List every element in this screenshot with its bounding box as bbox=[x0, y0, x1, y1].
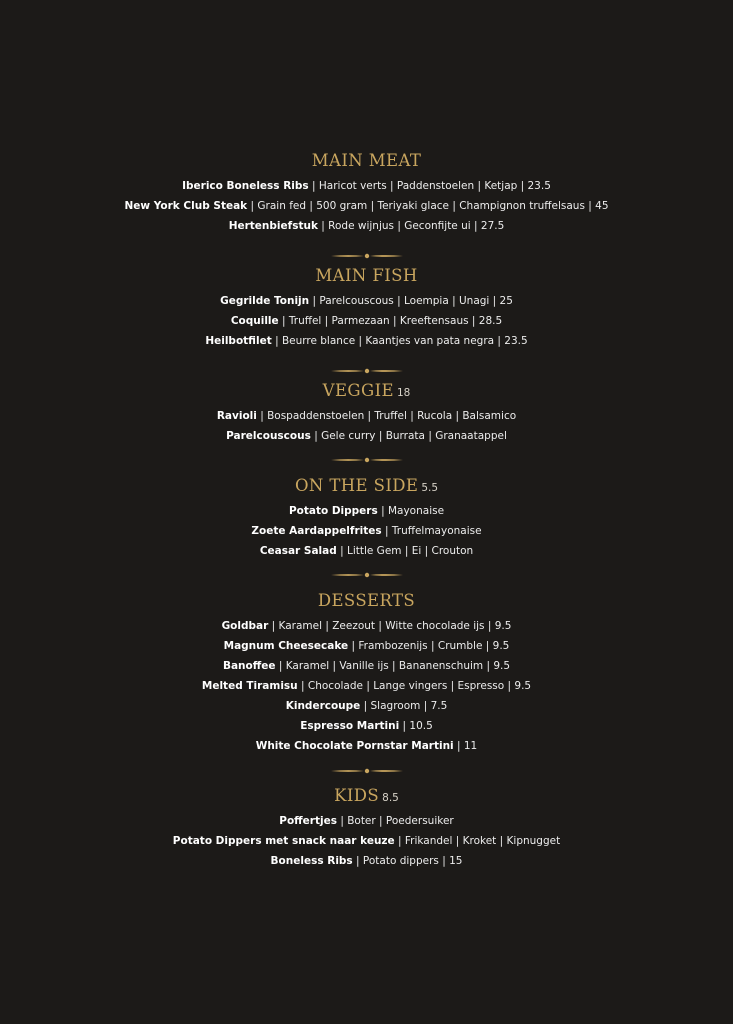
menu-item-name: Potato Dippers met snack naar keuze bbox=[172, 835, 395, 847]
menu-item-name: New York Club Steak bbox=[124, 200, 248, 212]
section-title: MAIN FISH bbox=[315, 266, 418, 285]
ornament-divider bbox=[0, 366, 733, 376]
menu-item-name: Hertenbiefstuk bbox=[228, 220, 318, 232]
menu-section bbox=[0, 148, 733, 236]
menu-section bbox=[0, 473, 733, 561]
menu-item-list bbox=[0, 291, 733, 351]
menu-item bbox=[0, 676, 733, 696]
menu-item bbox=[0, 501, 733, 521]
menu-item-name: Ceasar Salad bbox=[259, 545, 337, 557]
section-title: VEGGIE bbox=[322, 381, 394, 400]
menu-item-details: | Frambozenijs | Crumble | 9.5 bbox=[351, 640, 510, 652]
menu-item bbox=[0, 831, 733, 851]
menu-item-details: | Beurre blance | Kaantjes van pata negra | 23.5 bbox=[275, 335, 528, 347]
section-heading bbox=[0, 588, 733, 614]
ornament-divider bbox=[0, 766, 733, 776]
menu-item bbox=[0, 851, 733, 871]
menu-item-name: Kindercoupe bbox=[285, 700, 361, 712]
menu-item bbox=[0, 196, 733, 216]
section-heading bbox=[0, 783, 733, 809]
section-title: ON THE SIDE bbox=[294, 476, 419, 495]
menu-item-list bbox=[0, 406, 733, 446]
menu-item-name: Parelcouscous bbox=[226, 430, 311, 442]
menu-item-details: | 10.5 bbox=[402, 720, 433, 732]
menu-item-name: Magnum Cheesecake bbox=[223, 640, 349, 652]
menu-item-details: | 11 bbox=[457, 740, 478, 752]
section-title: DESSERTS bbox=[317, 591, 416, 610]
section-heading bbox=[0, 148, 733, 174]
menu-item-name: Banoffee bbox=[222, 660, 276, 672]
menu-item-name: Zoete Aardappelfrites bbox=[251, 525, 382, 537]
menu-item-name: White Chocolate Pornstar Martini bbox=[255, 740, 454, 752]
menu-item bbox=[0, 736, 733, 756]
menu-item-list bbox=[0, 501, 733, 561]
menu-section bbox=[0, 378, 733, 446]
ornament-divider-icon bbox=[329, 570, 405, 580]
ornament-divider-icon bbox=[329, 251, 405, 261]
menu-item bbox=[0, 656, 733, 676]
menu-item bbox=[0, 636, 733, 656]
menu-item-name: Potato Dippers bbox=[288, 505, 378, 517]
menu-item-details: | Rode wijnjus | Geconfijte ui | 27.5 bbox=[321, 220, 505, 232]
section-heading bbox=[0, 473, 733, 499]
menu-item-name: Gegrilde Tonijn bbox=[220, 295, 310, 307]
menu-item-name: Ravioli bbox=[216, 410, 257, 422]
ornament-divider bbox=[0, 570, 733, 580]
menu-item-details: | Truffelmayonaise bbox=[385, 525, 482, 537]
menu-item-details: | Grain fed | 500 gram | Teriyaki glace | Champignon truffelsaus | 45 bbox=[250, 200, 609, 212]
menu-item bbox=[0, 616, 733, 636]
ornament-divider-icon bbox=[329, 366, 405, 376]
menu-item-details: | Potato dippers | 15 bbox=[356, 855, 463, 867]
menu-item-name: Heilbotfilet bbox=[205, 335, 272, 347]
menu-item-details: | Karamel | Zeezout | Witte chocolade ijs | 9.5 bbox=[271, 620, 512, 632]
menu-item bbox=[0, 716, 733, 736]
menu-item-details: | Bospaddenstoelen | Truffel | Rucola | Balsamico bbox=[260, 410, 517, 422]
menu-item-details: | Haricot verts | Paddenstoelen | Ketjap | 23.5 bbox=[312, 180, 551, 192]
menu-item-name: Melted Tiramisu bbox=[201, 680, 298, 692]
menu-item-details: | Parelcouscous | Loempia | Unagi | 25 bbox=[312, 295, 513, 307]
section-price: 8.5 bbox=[382, 792, 399, 804]
menu-item-details: | Slagroom | 7.5 bbox=[363, 700, 448, 712]
menu-item-name: Coquille bbox=[230, 315, 279, 327]
menu-item-details: | Mayonaise bbox=[381, 505, 445, 517]
menu-section bbox=[0, 783, 733, 871]
menu-item-name: Espresso Martini bbox=[300, 720, 400, 732]
menu-item-details: | Gele curry | Burrata | Granaatappel bbox=[314, 430, 507, 442]
menu-item bbox=[0, 811, 733, 831]
menu-section bbox=[0, 263, 733, 351]
menu-item-list bbox=[0, 811, 733, 871]
ornament-divider-icon bbox=[329, 455, 405, 465]
menu-item-name: Boneless Ribs bbox=[270, 855, 353, 867]
menu-item bbox=[0, 406, 733, 426]
menu-item bbox=[0, 331, 733, 351]
menu-item bbox=[0, 541, 733, 561]
section-heading bbox=[0, 378, 733, 404]
menu-item-details: | Frikandel | Kroket | Kipnugget bbox=[398, 835, 561, 847]
menu-item bbox=[0, 696, 733, 716]
menu-item-details: | Boter | Poedersuiker bbox=[340, 815, 454, 827]
menu-item-list bbox=[0, 176, 733, 236]
menu-item-details: | Chocolade | Lange vingers | Espresso | 9.5 bbox=[301, 680, 532, 692]
section-price: 18 bbox=[396, 387, 411, 399]
menu-item-name: Iberico Boneless Ribs bbox=[182, 180, 309, 192]
menu-item bbox=[0, 426, 733, 446]
section-title: KIDS bbox=[334, 786, 380, 805]
menu-item-name: Poffertjes bbox=[279, 815, 337, 827]
ornament-divider bbox=[0, 455, 733, 465]
menu-item bbox=[0, 291, 733, 311]
menu-item bbox=[0, 521, 733, 541]
ornament-divider-icon bbox=[329, 766, 405, 776]
menu-item bbox=[0, 311, 733, 331]
menu-item-details: | Karamel | Vanille ijs | Bananenschuim | 9.5 bbox=[278, 660, 511, 672]
section-price: 5.5 bbox=[421, 482, 439, 494]
menu-section bbox=[0, 588, 733, 756]
menu-item-details: | Truffel | Parmezaan | Kreeftensaus | 28.5 bbox=[282, 315, 503, 327]
section-heading bbox=[0, 263, 733, 289]
section-title: MAIN MEAT bbox=[311, 151, 422, 170]
ornament-divider bbox=[0, 251, 733, 261]
menu-item-name: Goldbar bbox=[221, 620, 269, 632]
menu-item bbox=[0, 216, 733, 236]
menu-item-details: | Little Gem | Ei | Crouton bbox=[340, 545, 474, 557]
menu-item-list bbox=[0, 616, 733, 756]
menu-item bbox=[0, 176, 733, 196]
